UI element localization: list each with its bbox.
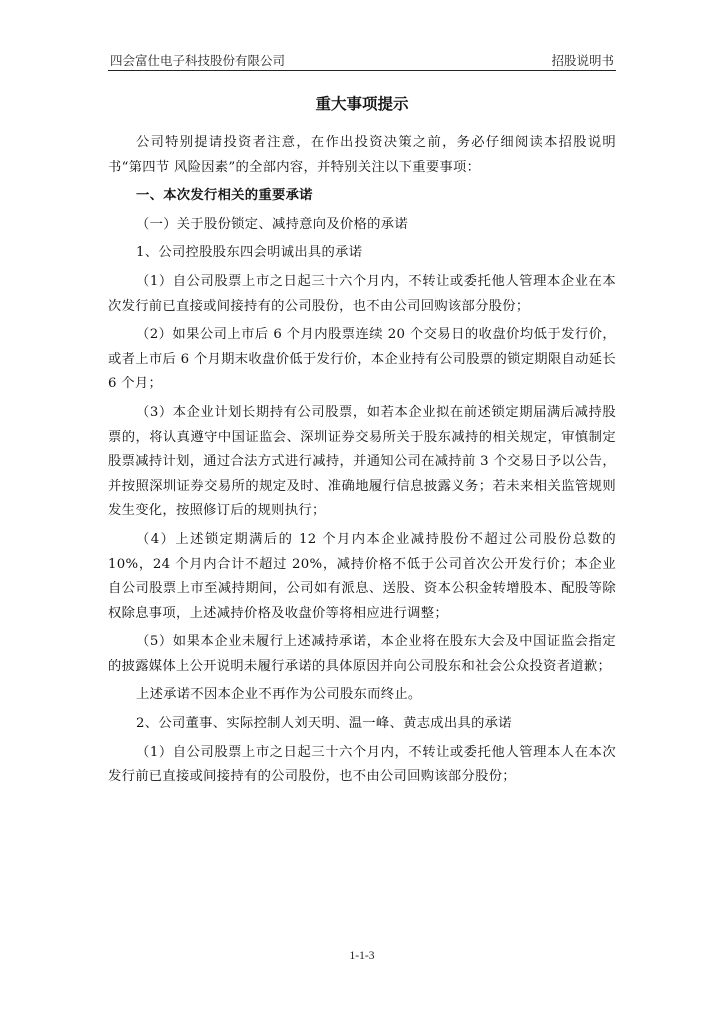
paragraph: （2）如果公司上市后 6 个月内股票连续 20 个交易日的收盘价均低于发行价，或者上市后 6 个月期末收盘价低于发行价，本企业持有公司股票的锁定期限自动延长 6 个月； <box>108 327 616 392</box>
paragraph: 上述承诺不因本企业不再作为公司股东而终止。 <box>136 687 422 703</box>
page-header <box>108 52 616 70</box>
paragraph: （4）上述锁定期满后的 12 个月内本企业减持股份不超过公司股份总数的 10%，24 个月内合计不超过 20%，减持价格不低于公司首次公开发行价；本企业自公司股票上市至减持期间，公司如有派息、送股、资本公积金转增股本、配股等除权除息事项，上述减持价格及收盘价等将相应进行调整； <box>108 531 616 621</box>
header-company-name: 四会富仕电子科技股份有限公司 <box>110 53 286 68</box>
paragraph: （1）自公司股票上市之日起三十六个月内，不转让或委托他人管理本企业在本次发行前已直接或间接持有的公司股份，也不由公司回购该部分股份； <box>108 273 616 314</box>
header-divider <box>108 70 616 71</box>
subsection-heading: （一）关于股份锁定、减持意向及价格的承诺 <box>136 216 408 232</box>
page-number: 1-1-3 <box>349 950 375 962</box>
document-body <box>108 131 616 794</box>
paragraph: （5）如果本企业未履行上述减持承诺，本企业将在股东大会及中国证监会指定的披露媒体上公开说明未履行承诺的具体原因并向公司股东和社会公众投资者道歉； <box>108 634 616 674</box>
intro-paragraph: 公司特别提请投资者注意，在作出投资决策之前，务必仔细阅读本招股说明书“第四节 风险因素”的全部内容，并特别关注以下重要事项： <box>108 135 616 175</box>
paragraph: （1）自公司股票上市之日起三十六个月内，不转让或委托他人管理本人在本次发行前已直接或间接持有的公司股份，也不由公司回购该部分股份； <box>108 744 616 785</box>
page-title: 重大事项提示 <box>315 95 409 113</box>
section-heading: 一、本次发行相关的重要承诺 <box>136 188 313 204</box>
paragraph: （3）本企业计划长期持有公司股票，如若本企业拟在前述锁定期届满后减持股票的，将认真遵守中国证监会、深圳证券交易所关于股东减持的相关规定，审慎制定股票减持计划，通过合法方式进行减持，并通知公司在减持前 3 个交易日予以公告，并按照深圳证券交易所的规定及时、准确地履行信息披露义务；若未来相关监管规则发生变化，按照修订后的规则执行； <box>108 404 616 519</box>
header-document-type: 招股说明书 <box>551 53 614 68</box>
item-heading: 2、公司董事、实际控制人刘天明、温一峰、黄志成出具的承诺 <box>136 716 512 732</box>
item-heading: 1、公司控股股东四会明诚出具的承诺 <box>136 245 363 261</box>
